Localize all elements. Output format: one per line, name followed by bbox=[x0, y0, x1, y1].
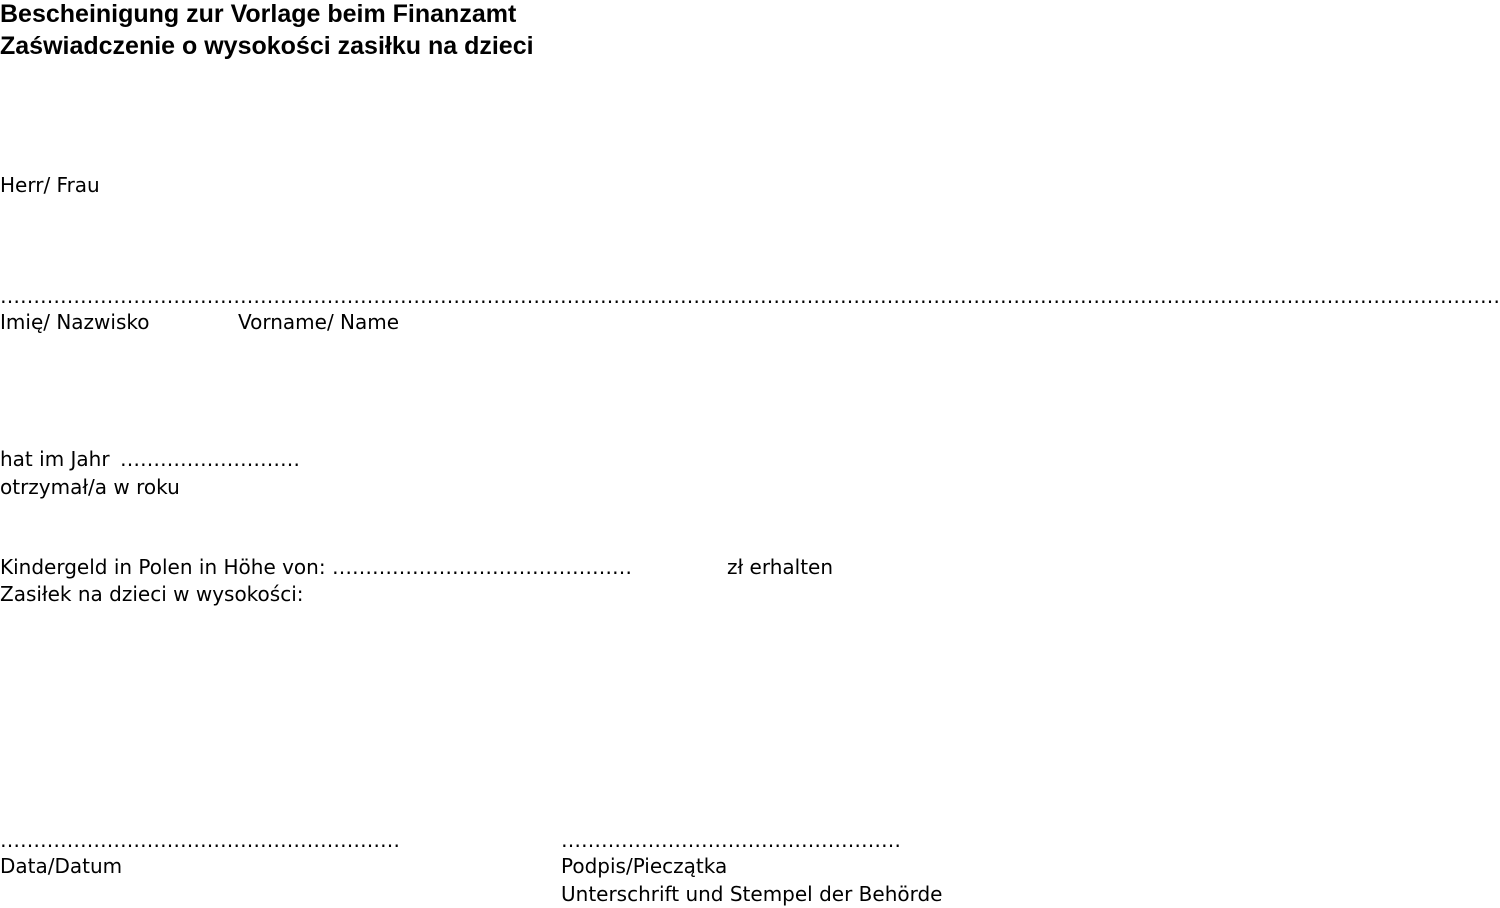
salutation: Herr/ Frau bbox=[0, 173, 100, 197]
year-label-polish: otrzymał/a w roku bbox=[0, 475, 180, 499]
signature-dotted-line: …………………………………………… bbox=[561, 828, 901, 852]
name-label-polish: Imię/ Nazwisko bbox=[0, 310, 150, 334]
amount-suffix-german: zł erhalten bbox=[727, 555, 834, 579]
signature-label-polish: Podpis/Pieczątka bbox=[561, 854, 728, 878]
title-polish: Zaświadczenie o wysokości zasiłku na dzieci bbox=[0, 32, 534, 60]
title-german: Bescheinigung zur Vorlage beim Finanzamt bbox=[0, 0, 517, 28]
amount-dotted-line: ……………………………………… bbox=[332, 555, 632, 579]
year-prefix-german: hat im Jahr bbox=[0, 447, 110, 471]
date-dotted-line: …………………………………………………… bbox=[0, 828, 400, 852]
amount-prefix-german: Kindergeld in Polen in Höhe von: bbox=[0, 555, 326, 579]
name-label-german: Vorname/ Name bbox=[238, 310, 400, 334]
amount-label-polish: Zasiłek na dzieci w wysokości: bbox=[0, 582, 304, 606]
name-dotted-line: ……………………………………………………………………………………………………………………………………………………………………………………………………… bbox=[0, 284, 1500, 308]
year-dotted-line: ……………………… bbox=[120, 447, 300, 471]
date-label: Data/Datum bbox=[0, 854, 123, 878]
signature-label-german: Unterschrift und Stempel der Behörde bbox=[561, 882, 943, 906]
